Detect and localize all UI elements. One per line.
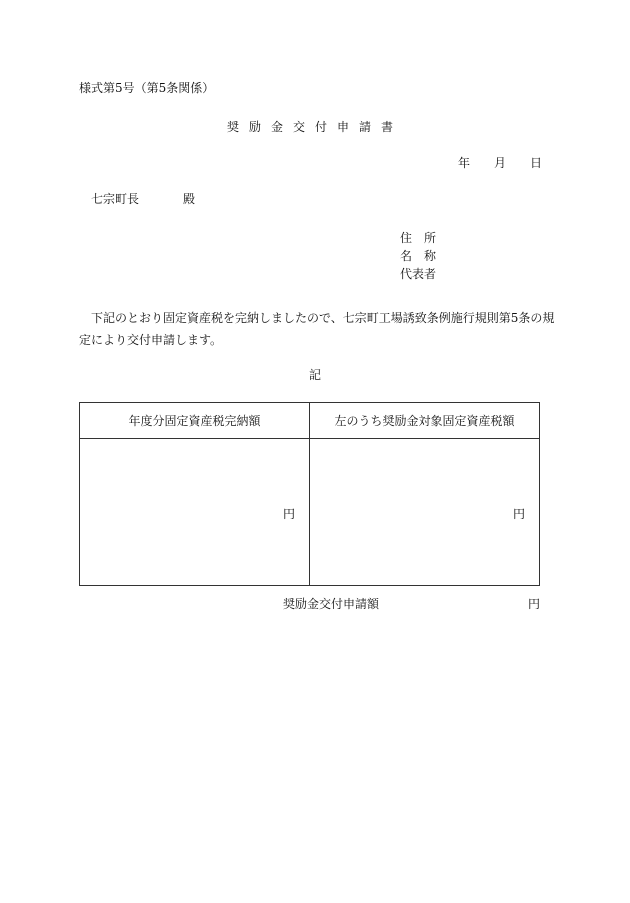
paid-tax-amount-field[interactable]: 円 [283,507,296,521]
date-row [458,156,544,170]
eligible-tax-amount-field[interactable]: 円 [513,507,526,521]
recipient-name: 七宗町長 [91,192,140,206]
total-amount-field[interactable]: 円 [528,597,541,611]
applicant-block [400,231,436,285]
company-name-label: 名 称 [400,249,437,263]
table-header-paid-tax: 年度分固定資産税完納額 [128,414,261,428]
table-vertical-divider [309,403,310,585]
table-header-eligible-tax: 左のうち奨励金対象固定資産税額 [334,414,515,428]
date-day-label: 日 [530,156,543,170]
ki-heading: 記 [309,368,322,382]
total-amount-label: 奨励金交付申請額 [283,597,380,611]
date-month-label: 月 [494,156,507,170]
date-year-label: 年 [458,156,471,170]
recipient-honorific: 殿 [183,192,196,206]
form-number: 様式第5号（第5条関係） [79,81,215,95]
body-paragraph: 下記のとおり固定資産税を完納しましたので、七宗町工場誘致条例施行規則第5条の規定により交付申請します。 [79,311,555,347]
amount-table [79,402,540,586]
table-horizontal-divider [80,438,539,439]
representative-label: 代表者 [400,267,437,281]
address-label: 住 所 [400,231,437,245]
document-title: 奨励金交付申請書 [227,120,404,134]
